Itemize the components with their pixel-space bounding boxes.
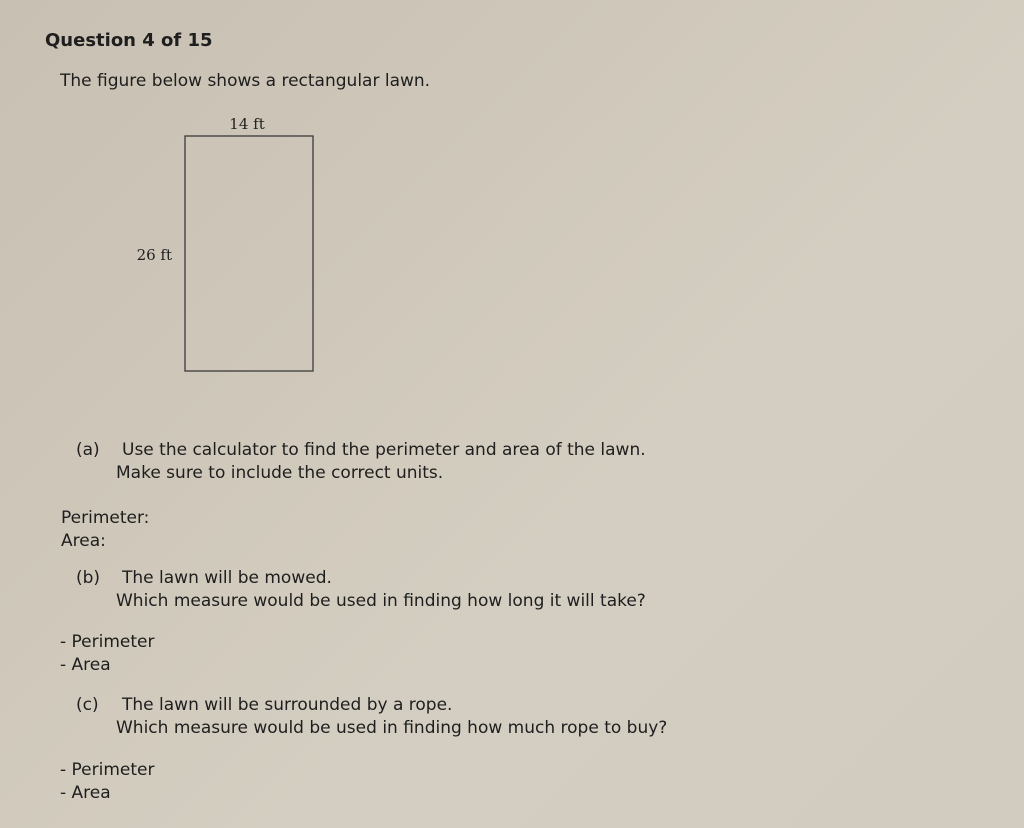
height-label: 26 ft — [136, 246, 172, 264]
part-a-line1: Use the calculator to find the perimeter and area of the lawn. — [122, 440, 646, 460]
part-b-line1: The lawn will be mowed. — [122, 568, 332, 588]
lawn-rectangle — [185, 136, 313, 371]
part-c-options — [60, 759, 155, 805]
question-counter: Question 4 of 15 — [45, 30, 213, 51]
part-b-line2: Which measure would be used in finding how long it will take? — [116, 591, 646, 611]
answer-fields — [61, 507, 149, 553]
width-label: 14 ft — [229, 115, 265, 133]
intro-text: The figure below shows a rectangular lawn. — [60, 71, 431, 91]
part-a — [76, 439, 646, 485]
part-b-tag: (b) — [76, 568, 101, 588]
part-c-tag: (c) — [76, 695, 99, 715]
part-b-options — [60, 631, 155, 677]
part-b-option-area[interactable]: - Area — [60, 655, 111, 675]
part-c-option-area[interactable]: - Area — [60, 783, 111, 803]
area-label: Area: — [61, 531, 106, 551]
part-b-option-perimeter[interactable]: - Perimeter — [60, 632, 155, 652]
part-c-line2: Which measure would be used in finding how much rope to buy? — [116, 718, 668, 738]
part-a-line2: Make sure to include the correct units. — [116, 463, 444, 483]
part-b — [76, 567, 646, 613]
part-c-line1: The lawn will be surrounded by a rope. — [122, 695, 453, 715]
perimeter-label: Perimeter: — [61, 508, 150, 528]
part-c-option-perimeter[interactable]: - Perimeter — [60, 760, 155, 780]
part-c — [76, 694, 667, 740]
part-a-tag: (a) — [76, 440, 100, 460]
